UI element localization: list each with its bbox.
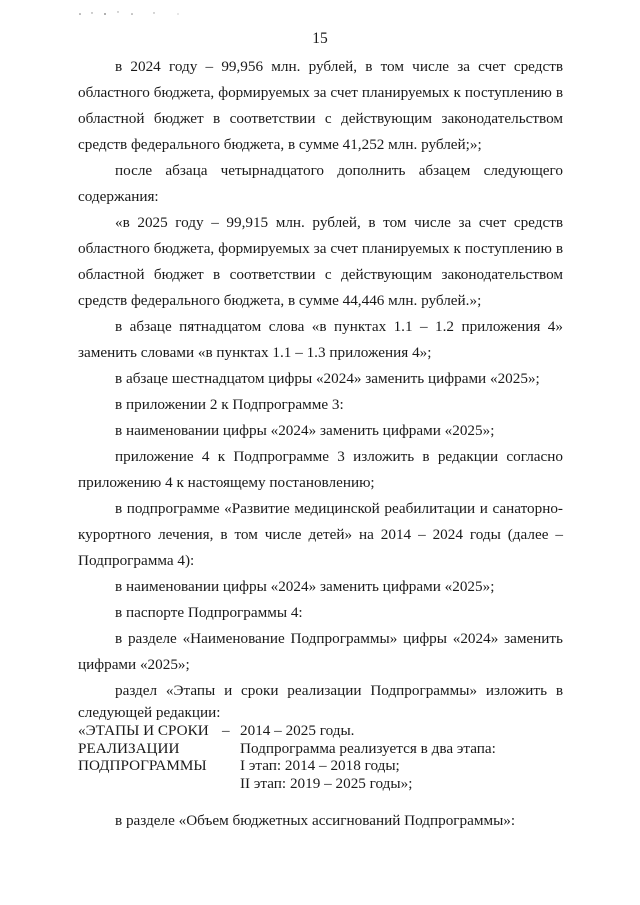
paragraph-line: после абзаца четырнадцатого дополнить абзацем следующего [115,162,563,179]
scan-specks [70,8,200,18]
paragraph-line: заменить словами «в пунктах 1.1 – 1.3 приложения 4»; [78,344,432,361]
stages-heading-line: РЕАЛИЗАЦИИ [78,739,180,757]
stages-content-line: I этап: 2014 – 2018 годы; [240,757,400,774]
stages-table-dash: – [222,722,230,739]
stages-content-line: II этап: 2019 – 2025 годы»; [240,774,413,792]
paragraph-line: средств федерального бюджета, в сумме 41,252 млн. рублей;»; [78,136,482,153]
paragraph-line: областной бюджет в соответствии с действующим законодательством [78,266,563,283]
paragraph-line: в приложении 2 к Подпрограмме 3: [115,396,344,413]
paragraph-line: областного бюджета, формируемых за счет планируемых к поступлению в [78,240,563,257]
paragraph-line: приложение 4 к Подпрограмме 3 изложить в редакции согласно [115,448,563,465]
paragraph-line: в подпрограмме «Развитие медицинской реабилитации и санаторно- [115,500,563,517]
paragraph-line: курортного лечения, в том числе детей» на 2014 – 2024 годы (далее – [78,526,563,543]
paragraph-line: приложению 4 к настоящему постановлению; [78,474,375,491]
paragraph-line: в паспорте Подпрограммы 4: [115,604,303,621]
paragraph-line: Подпрограмма 4): [78,552,195,569]
paragraph-line: средств федерального бюджета, в сумме 44,446 млн. рублей.»; [78,292,482,309]
paragraph-line: в наименовании цифры «2024» заменить цифрами «2025»; [115,578,495,595]
stages-heading-line: «ЭТАПЫ И СРОКИ [78,722,209,739]
paragraph-line: в наименовании цифры «2024» заменить цифрами «2025»; [115,422,495,439]
page-number: 15 [312,30,328,47]
paragraph-line: в абзаце пятнадцатом слова «в пунктах 1.1 – 1.2 приложения 4» [115,318,563,335]
paragraph-line: в абзаце шестнадцатом цифры «2024» заменить цифрами «2025»; [115,370,540,387]
paragraph-line: областной бюджет в соответствии с действующим законодательством [78,110,563,127]
stages-table-content [240,722,496,792]
stages-heading-line: ПОДПРОГРАММЫ [78,757,207,774]
paragraph-line: следующей редакции: [78,704,221,721]
stages-content-line: Подпрограмма реализуется в два этапа: [240,739,496,757]
paragraph-line: содержания: [78,188,159,205]
paragraph-line: областного бюджета, формируемых за счет планируемых к поступлению в [78,84,563,101]
stages-content-line: 2014 – 2025 годы. [240,722,355,739]
stages-table-heading [78,722,209,775]
paragraph-line: в разделе «Наименование Подпрограммы» цифры «2024» заменить [115,630,563,647]
paragraph-line: цифрами «2025»; [78,656,190,673]
paragraph-line: «в 2025 году – 99,915 млн. рублей, в том числе за счет средств [115,214,563,231]
paragraph-line: в разделе «Объем бюджетных ассигнований Подпрограммы»: [115,812,516,829]
paragraph-line: в 2024 году – 99,956 млн. рублей, в том числе за счет средств [115,58,563,75]
paragraph-line: раздел «Этапы и сроки реализации Подпрограммы» изложить в [115,682,563,699]
